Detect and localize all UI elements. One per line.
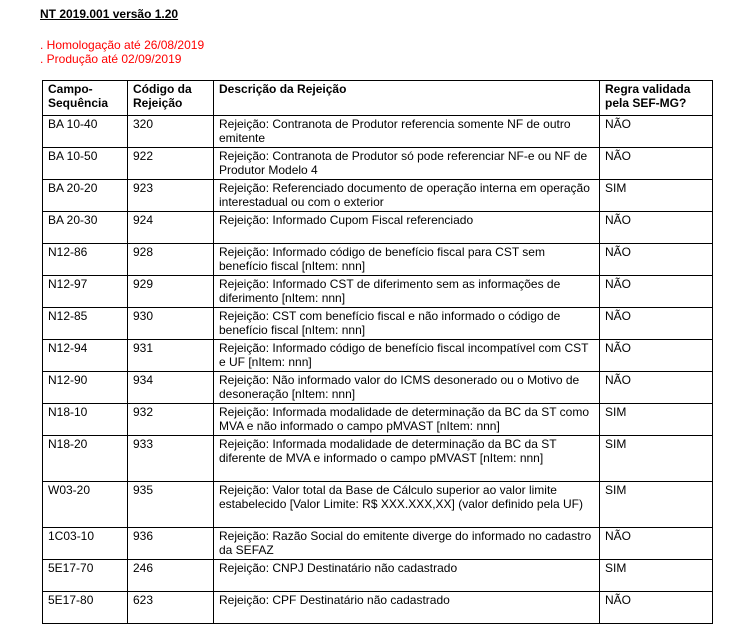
cell-codigo-rejeicao: 320 [128,116,214,148]
cell-codigo-rejeicao: 932 [128,404,214,436]
cell-regra-validada: NÃO [600,212,713,244]
table-row [43,148,713,180]
cell-regra-validada: NÃO [600,372,713,404]
cell-codigo-rejeicao: 935 [128,482,214,528]
cell-campo-sequencia: BA 20-20 [43,180,128,212]
cell-campo-sequencia: N18-10 [43,404,128,436]
cell-regra-validada: NÃO [600,116,713,148]
table-header-row [43,81,713,116]
cell-campo-sequencia: N12-86 [43,244,128,276]
cell-codigo-rejeicao: 623 [128,592,214,624]
cell-descricao-rejeicao: Rejeição: Informada modalidade de determinação da BC da ST como MVA e não informado o campo pMVAST [nItem: nnn] [214,404,600,436]
table-row [43,528,713,560]
cell-codigo-rejeicao: 930 [128,308,214,340]
header-codigo-rejeicao: Código da Rejeição [128,81,214,116]
table-row [43,180,713,212]
table-row [43,436,713,482]
table-row [43,404,713,436]
table-row [43,372,713,404]
homologation-note: . Homologação até 26/08/2019 [40,38,205,52]
table-row [43,340,713,372]
cell-campo-sequencia: 1C03-10 [43,528,128,560]
header-campo-sequencia: Campo-Sequência [43,81,128,116]
cell-regra-validada: SIM [600,436,713,482]
cell-codigo-rejeicao: 936 [128,528,214,560]
cell-descricao-rejeicao: Rejeição: Referenciado documento de operação interna em operação interestadual ou com o exterior [214,180,600,212]
cell-regra-validada: NÃO [600,276,713,308]
cell-descricao-rejeicao: Rejeição: Informado CST de diferimento sem as informações de diferimento [nItem: nnn] [214,276,600,308]
cell-codigo-rejeicao: 923 [128,180,214,212]
cell-regra-validada: NÃO [600,592,713,624]
rejection-table [42,80,713,624]
cell-codigo-rejeicao: 924 [128,212,214,244]
cell-regra-validada: NÃO [600,308,713,340]
cell-descricao-rejeicao: Rejeição: Valor total da Base de Cálculo superior ao valor limite estabelecido [Valor Limite: R$ XXX.XXX,XX] (valor definido pela UF) [214,482,600,528]
table-row [43,244,713,276]
cell-regra-validada: NÃO [600,244,713,276]
cell-codigo-rejeicao: 934 [128,372,214,404]
cell-descricao-rejeicao: Rejeição: Razão Social do emitente diverge do informado no cadastro da SEFAZ [214,528,600,560]
cell-codigo-rejeicao: 928 [128,244,214,276]
cell-descricao-rejeicao: Rejeição: Informado código de benefício fiscal para CST sem benefício fiscal [nItem: nnn] [214,244,600,276]
cell-campo-sequencia: N18-20 [43,436,128,482]
cell-campo-sequencia: W03-20 [43,482,128,528]
table-row [43,482,713,528]
header-descricao-rejeicao: Descrição da Rejeição [214,81,600,116]
production-note: . Produção até 02/09/2019 [40,52,182,66]
cell-codigo-rejeicao: 922 [128,148,214,180]
cell-campo-sequencia: 5E17-70 [43,560,128,592]
cell-descricao-rejeicao: Rejeição: Contranota de Produtor referencia somente NF de outro emitente [214,116,600,148]
table-row [43,592,713,624]
cell-regra-validada: NÃO [600,528,713,560]
table-row [43,212,713,244]
table-row [43,560,713,592]
table-row [43,308,713,340]
cell-campo-sequencia: BA 20-30 [43,212,128,244]
cell-campo-sequencia: BA 10-50 [43,148,128,180]
cell-descricao-rejeicao: Rejeição: CST com benefício fiscal e não informado o código de benefício fiscal [nItem: nnn] [214,308,600,340]
header-regra-validada: Regra validada pela SEF-MG? [600,81,713,116]
cell-campo-sequencia: N12-97 [43,276,128,308]
cell-codigo-rejeicao: 931 [128,340,214,372]
cell-descricao-rejeicao: Rejeição: Informado código de benefício fiscal incompatível com CST e UF [nItem: nnn] [214,340,600,372]
cell-regra-validada: SIM [600,180,713,212]
cell-campo-sequencia: N12-94 [43,340,128,372]
cell-descricao-rejeicao: Rejeição: CNPJ Destinatário não cadastrado [214,560,600,592]
cell-regra-validada: NÃO [600,148,713,180]
cell-regra-validada: SIM [600,404,713,436]
cell-regra-validada: NÃO [600,340,713,372]
table-row [43,116,713,148]
cell-campo-sequencia: BA 10-40 [43,116,128,148]
cell-descricao-rejeicao: Rejeição: Informado Cupom Fiscal referenciado [214,212,600,244]
cell-codigo-rejeicao: 246 [128,560,214,592]
cell-regra-validada: SIM [600,560,713,592]
cell-regra-validada: SIM [600,482,713,528]
cell-codigo-rejeicao: 929 [128,276,214,308]
cell-campo-sequencia: N12-90 [43,372,128,404]
cell-descricao-rejeicao: Rejeição: CPF Destinatário não cadastrado [214,592,600,624]
table-row [43,276,713,308]
cell-campo-sequencia: N12-85 [43,308,128,340]
cell-codigo-rejeicao: 933 [128,436,214,482]
cell-descricao-rejeicao: Rejeição: Informada modalidade de determinação da BC da ST diferente de MVA e informado o campo pMVAST [nItem: nnn] [214,436,600,482]
release-notes [40,38,204,66]
cell-descricao-rejeicao: Rejeição: Contranota de Produtor só pode referenciar NF-e ou NF de Produtor Modelo 4 [214,148,600,180]
cell-campo-sequencia: 5E17-80 [43,592,128,624]
cell-descricao-rejeicao: Rejeição: Não informado valor do ICMS desonerado ou o Motivo de desoneração [nItem: nnn] [214,372,600,404]
document-title: NT 2019.001 versão 1.20 [40,7,179,21]
